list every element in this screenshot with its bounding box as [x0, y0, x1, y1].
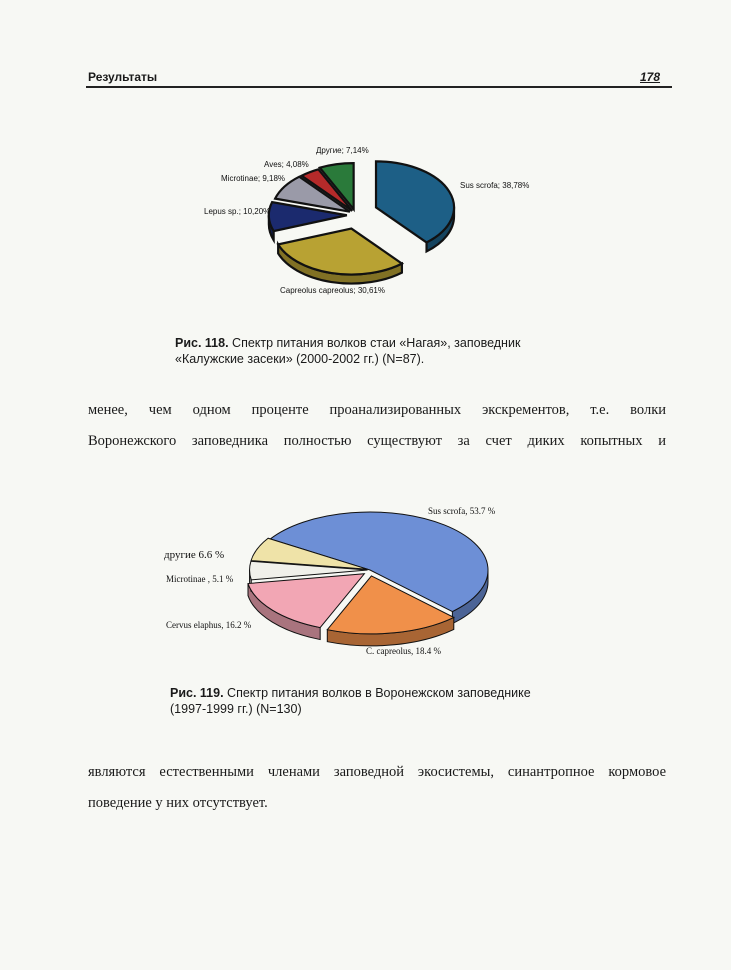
label-other-119: другие 6.6 % [164, 549, 225, 561]
paragraph-2 [88, 757, 666, 819]
figure-119-number: Рис. 119. [170, 686, 224, 700]
slice-sus-scrofa [376, 161, 454, 242]
figure-118-caption-line1: Спектр питания волков стаи «Нагая», заповедник [228, 336, 521, 350]
page-number: 178 [640, 70, 661, 84]
paragraph-1 [88, 395, 666, 457]
label-microtinae-119: Microtinae , 5.1 % [166, 574, 234, 584]
label-aves-118: Aves; 4,08% [264, 160, 309, 169]
figure-118-number: Рис. 118. [175, 336, 229, 350]
paragraph-1-line1: менее, чем одном проценте проанализированных экскрементов, т.е. волки [88, 402, 666, 418]
paragraph-2-line1: являются естественными членами заповедной экосистемы, синантропное кормовое [88, 764, 666, 780]
pie-chart-119 [160, 500, 560, 665]
pie-chart-118 [200, 140, 560, 300]
figure-119-caption-line1: Спектр питания волков в Воронежском заповеднике [223, 686, 531, 700]
paragraph-2-line2: поведение у них отсутствует. [88, 795, 268, 811]
figure-118-caption [175, 335, 615, 367]
figure-119-caption [170, 685, 610, 717]
label-capreolus-119: C. capreolus, 18.4 % [366, 646, 441, 656]
label-microtinae-118: Microtinae; 9,18% [221, 174, 286, 183]
figure-118-caption-line2: «Калужские засеки» (2000-2002 гг.) (N=87). [175, 352, 425, 366]
label-sus-scrofa-119: Sus scrofa, 53.7 % [428, 506, 496, 516]
label-other-118: Другие; 7,14% [316, 146, 369, 155]
label-sus-scrofa-118: Sus scrofa; 38,78% [460, 181, 530, 190]
label-cervus-119: Cervus elaphus, 16.2 % [166, 620, 252, 630]
label-capreolus-118: Capreolus capreolus; 30,61% [280, 286, 385, 295]
paragraph-1-line2: Воронежского заповедника полностью существуют за счет диких копытных и [88, 433, 666, 449]
section-title: Результаты [88, 70, 158, 84]
label-lepus-118: Lepus sp.; 10,20% [204, 207, 271, 216]
figure-119-caption-line2: (1997-1999 гг.) (N=130) [170, 702, 302, 716]
header-rule [86, 86, 672, 88]
